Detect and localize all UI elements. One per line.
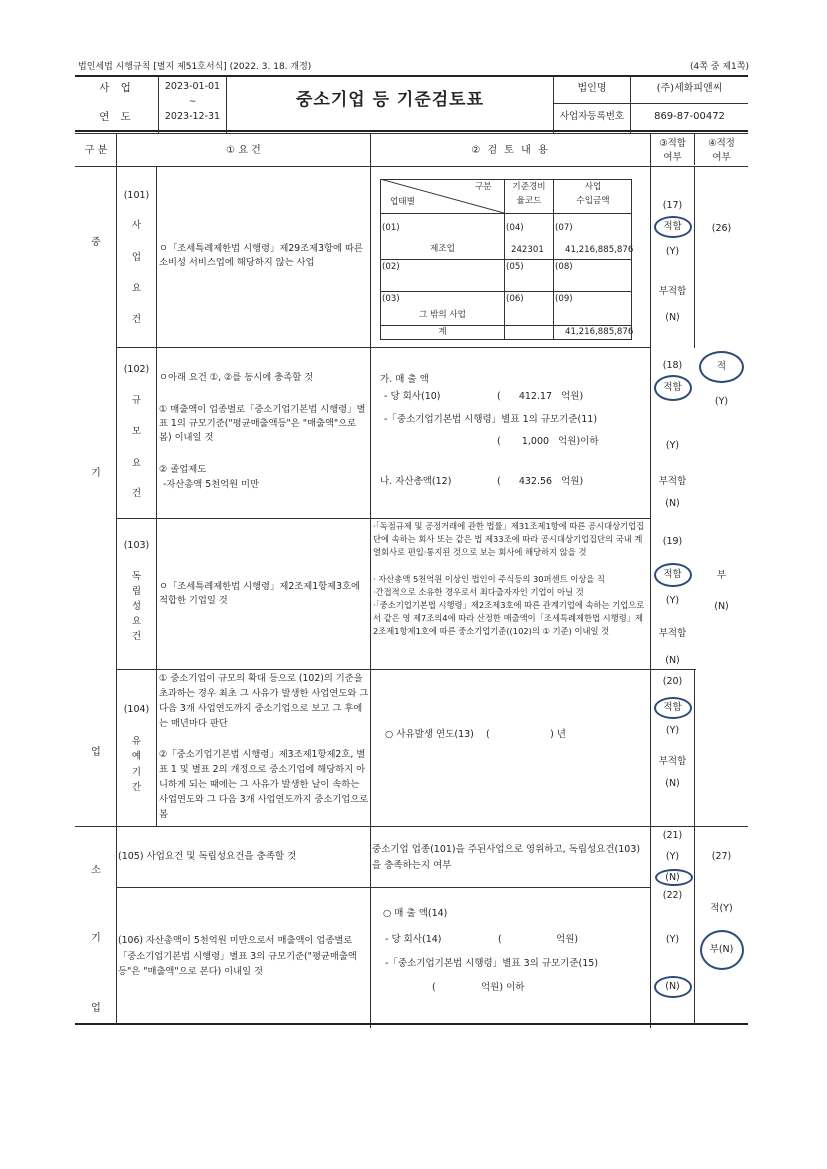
cell-code: (06): [506, 294, 524, 304]
fit-y[interactable]: (Y): [665, 851, 680, 862]
review-std-value: ( 1,000 억원)이하: [497, 436, 599, 447]
category-char: 소: [91, 865, 101, 876]
year-label-top: 사 업: [99, 82, 135, 94]
cell-revenue: 41,216,885,876: [565, 245, 634, 255]
proper-n: (N): [714, 601, 729, 612]
review-asset-label: 나. 자산총액(12): [380, 476, 452, 487]
row-label-char: 요: [131, 283, 142, 294]
fit-no[interactable]: 부적합: [658, 756, 687, 767]
row-label-char: 간: [131, 782, 142, 793]
requirement-line: ② 졸업제도: [159, 464, 207, 475]
review-self-label: - 당 회사(10): [384, 391, 441, 402]
fit-code: (19): [662, 536, 683, 547]
fit-code: (21): [662, 830, 683, 841]
cell-industry: 제조업: [430, 244, 455, 254]
row-label-char: 건: [131, 314, 142, 325]
proper-yes[interactable]: 적: [716, 361, 727, 372]
review-heading: ○ 매 출 액(14): [383, 908, 448, 919]
review-asset-value: ( 432.56 억원): [497, 476, 584, 487]
row-label-char: 건: [131, 488, 142, 499]
col-proper: ④적정: [708, 138, 735, 149]
period-start: 2023-01-01: [164, 81, 221, 92]
biz-no-value: 869-87-00472: [654, 111, 725, 122]
fit-no[interactable]: 부적합: [658, 476, 687, 487]
proper-code: (26): [711, 223, 732, 234]
fit-yes[interactable]: 적합: [663, 221, 682, 232]
divider: [156, 167, 157, 826]
fit-yes[interactable]: 적합: [663, 702, 682, 713]
fit-no[interactable]: 부적합: [658, 628, 687, 639]
fit-no[interactable]: 부적합: [658, 286, 687, 297]
review-item: ·「독점규제 및 공정거래에 관한 법률」제31조제1항에 따른 공시대상기업집단에 속하는 회사 또는 같은 법 제33조에 따라 공시대상기업집단의 국내 계열회사로 편입·통지된 것으로 보는 회사에 해당하지 않을 것: [373, 521, 645, 558]
category-char: 기: [91, 468, 101, 479]
review-self-label: - 당 회사(14): [385, 934, 442, 945]
biz-no-label: 사업자등록번호: [559, 111, 625, 122]
cell-code: (03): [382, 294, 400, 304]
fit-n: (N): [665, 312, 680, 323]
divider: [116, 887, 651, 888]
row-label-char: 사: [131, 220, 142, 231]
fit-y: (Y): [665, 440, 680, 451]
row-label-char: 모: [131, 426, 142, 437]
divider: [694, 167, 695, 348]
review-self-value: ( 412.17 억원): [497, 391, 584, 402]
fit-y: (Y): [665, 725, 680, 736]
category-char: 기: [91, 933, 101, 944]
row-label-char: 유: [131, 736, 142, 747]
header-top-rule: [75, 75, 748, 77]
fit-code: (20): [662, 676, 683, 687]
requirement-line: ① 매출액이 업종별로「중소기업기본법 시행령」별표 1의 규모기준("평균매출액등"은 "매출액"으로 봄) 이내일 것: [159, 404, 366, 443]
divider: [370, 134, 371, 1028]
fit-yes[interactable]: 적합: [663, 569, 682, 580]
corp-name-value: (주)세화피앤씨: [656, 83, 723, 94]
requirement-text: (105) 사업요건 및 독립성요건을 충족할 것: [118, 851, 297, 862]
diag-top-label: 구분: [475, 182, 492, 192]
row-label-char: 기: [131, 767, 142, 778]
category-char: 업: [91, 747, 101, 758]
divider: [116, 669, 696, 670]
divider: [380, 291, 632, 292]
fit-code: (17): [662, 200, 683, 211]
cell-code: (01): [382, 223, 400, 233]
cell-code: (02): [382, 262, 400, 272]
period-tilde: ~: [188, 97, 197, 107]
divider: [116, 827, 117, 1024]
review-text: 중소기업 업종(101)을 주된사업으로 영위하고, 독립성요건(103)을 충족하는지 여부: [372, 844, 641, 871]
page-title: 중소기업 등 기준검토표: [295, 90, 485, 110]
divider: [116, 518, 651, 519]
requirement-text: ㅇ「조세특례제한법 시행령」제29조제3항에 따른 소비성 서비스업에 해당하지 않는 사업: [159, 243, 363, 268]
fit-n: (N): [665, 778, 680, 789]
fit-n[interactable]: (N): [665, 981, 680, 992]
row-code: (103): [123, 540, 150, 551]
fit-n: (N): [665, 655, 680, 666]
col-requirement: ① 요 건: [226, 145, 261, 156]
row-label-char: 요: [131, 616, 142, 627]
row-label-char: 성: [131, 601, 142, 612]
category-char: 중: [91, 237, 101, 248]
proper-no[interactable]: 부: [716, 570, 727, 581]
divider: [116, 347, 651, 348]
cell-industry: 그 밖의 사업: [419, 310, 466, 320]
fit-yes[interactable]: 적합: [663, 382, 682, 393]
corp-name-label: 법인명: [577, 83, 607, 94]
col-fit: ③적합: [659, 138, 686, 149]
divider: [380, 259, 632, 260]
requirement-part-1: ① 중소기업이 규모의 확대 등으로 (102)의 기준을 초과하는 경우 최초 그 사유가 발생한 사업연도와 그 다음 3개 사업연도까지 중소기업으로 보고 그 후에는 매년마다 판단: [159, 673, 369, 729]
review-std-label: -「중소기업기본법 시행령」별표 1의 규모기준(11): [384, 414, 598, 425]
proper-no[interactable]: 부(N): [709, 944, 734, 955]
cell-code: (05): [506, 262, 524, 272]
cell-code: (07): [555, 223, 573, 233]
fit-code: (18): [662, 360, 683, 371]
divider: [116, 134, 117, 826]
row-label-char: 규: [131, 395, 142, 406]
requirement-line: ㅇ아래 요건 ①, ②를 동시에 충족할 것: [159, 372, 314, 383]
divider: [75, 826, 748, 827]
divider: [694, 670, 695, 827]
header-bottom-rule: [75, 130, 748, 132]
divider: [75, 166, 748, 167]
row-code: (101): [123, 190, 150, 201]
col3-header-l1: 사업: [584, 182, 602, 192]
year-label-bottom: 연 도: [99, 111, 135, 123]
col3-header-l2: 수입금액: [576, 196, 610, 206]
row-code: (102): [123, 364, 150, 375]
col-category: 구 분: [84, 145, 108, 156]
col2-header-l2: 율코드: [516, 196, 542, 206]
form-reference: 법인세법 시행규칙 [별지 제51호서식] (2022. 3. 18. 개정): [78, 62, 312, 72]
col-proper-sub: 여부: [712, 152, 731, 163]
row-label-char: 독: [131, 571, 142, 582]
col-fit-sub: 여부: [663, 152, 682, 163]
col-review: ② 검 토 내 용: [471, 145, 550, 156]
category-char: 업: [91, 1003, 101, 1014]
requirement-part-2: ②「중소기업기본법 시행령」제3조제1항제2호, 별표 1 및 별표 2의 개정으로 중소기업에 해당하지 아니하게 되는 때에는 그 사유가 발생한 날이 속하는 사업연도와 그 다음 3개 사업연도까지 중소기업으로 봄: [159, 749, 369, 820]
fit-n: (N): [665, 498, 680, 509]
cell-code: (09): [555, 294, 573, 304]
review-item: · 자산총액 5천억원 이상인 법인이 주식등의 30퍼센트 이상을 직: [373, 574, 605, 584]
row-label-char: 건: [131, 631, 142, 642]
divider: [553, 103, 748, 104]
review-item: ·간접적으로 소유한 경우로서 최다출자자인 기업이 아닐 것: [373, 587, 584, 597]
page-reference: (4쪽 중 제1쪽): [690, 62, 749, 72]
fit-y: (Y): [665, 246, 680, 257]
cell-code: (08): [555, 262, 573, 272]
review-text: ○ 사유발생 연도(13) ( ) 년: [385, 729, 566, 740]
row-code: (104): [123, 704, 150, 715]
row-label-char: 립: [131, 586, 142, 597]
period-end: 2023-12-31: [164, 111, 221, 122]
fit-y: (Y): [665, 595, 680, 606]
review-item: ·「중소기업기본법 시행령」제2조제3호에 따른 관계기업에 속하는 기업으로서 같은 영 제7조의4에 따라 산정한 매출액이「조세특례제한법 시행령」제2조제1항제1호에 따른 중소기업기준((102)의 ① 기준) 이내일 것: [373, 600, 645, 637]
review-std-value: ( 억원) 이하: [432, 982, 525, 993]
total-label: 계: [438, 327, 447, 337]
total-value: 41,216,885,876: [565, 327, 634, 337]
proper-code: (27): [711, 851, 732, 862]
cell-code: (04): [506, 223, 524, 233]
requirement-line: -자산총액 5천억원 미만: [163, 479, 260, 490]
row-label-char: 요: [131, 458, 142, 469]
row-label-char: 예: [131, 751, 142, 762]
requirement-text: (106) 자산총액이 5천억원 미만으로서 매출액이 업종별로「중소기업기본법 시행령」별표 3의 규모기준("평균매출액등"은 "매출액"으로 본다) 이내일 것: [118, 935, 357, 977]
review-heading: 가. 매 출 액: [380, 374, 429, 385]
review-self-value: ( 억원): [498, 934, 579, 945]
fit-code: (22): [662, 890, 683, 901]
proper-y: (Y): [714, 396, 729, 407]
requirement-text: ㅇ「조세특례제한법 시행령」제2조제1항제3호에 적합한 기업일 것: [159, 581, 360, 606]
proper-yes[interactable]: 적(Y): [710, 903, 733, 914]
fit-n[interactable]: (N): [665, 872, 680, 883]
divider: [380, 213, 632, 214]
bottom-rule: [75, 1023, 748, 1025]
fit-y[interactable]: (Y): [665, 934, 680, 945]
col2-header-l1: 기준경비: [512, 182, 546, 192]
review-std-label: -「중소기업기본법 시행령」별표 3의 규모기준(15): [385, 958, 599, 969]
cell-rate-code: 242301: [511, 245, 544, 255]
header-bottom-rule-2: [75, 133, 748, 134]
diag-bottom-label: 업태별: [390, 197, 415, 207]
row-label-char: 업: [131, 252, 142, 263]
